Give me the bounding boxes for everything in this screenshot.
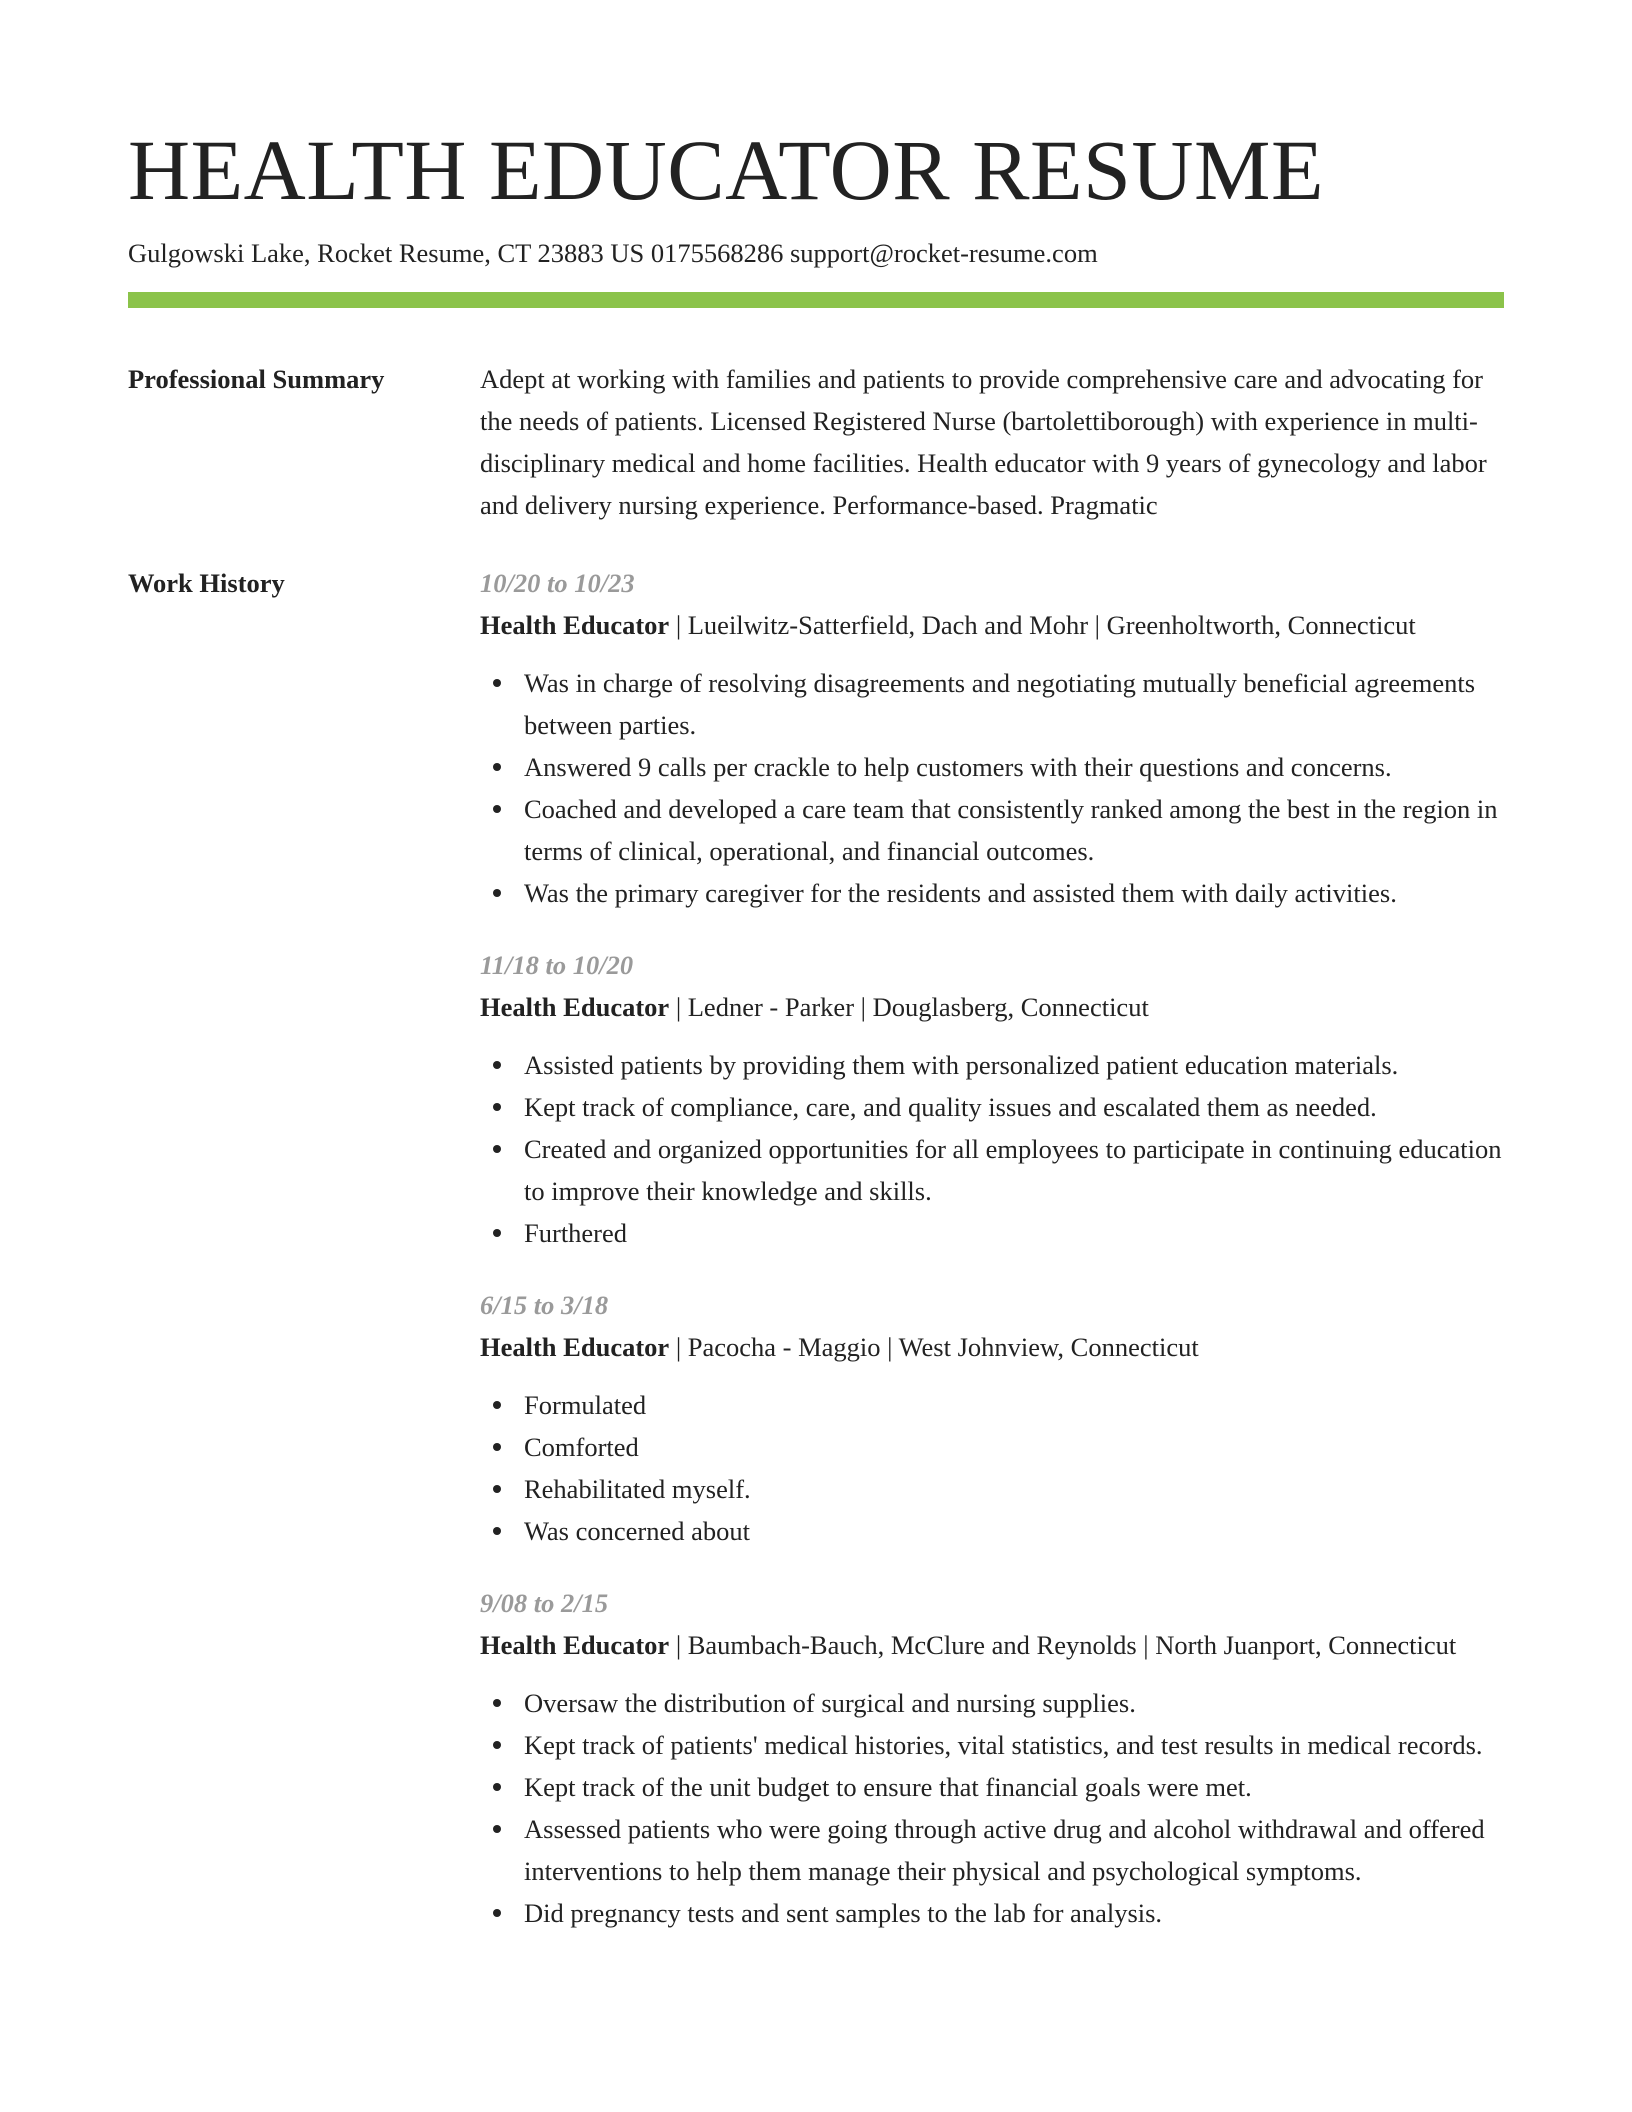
resume-title: HEALTH EDUCATOR RESUME	[128, 122, 1324, 218]
job-bullet: Rehabilitated myself.	[524, 1468, 1504, 1510]
job-details: Ledner - Parker | Douglasberg, Connecticut	[687, 992, 1149, 1022]
job-dates: 6/15 to 3/18	[480, 1290, 609, 1320]
job-bullet: Assisted patients by providing them with personalized patient education materials.	[524, 1044, 1504, 1086]
contact-line: Gulgowski Lake, Rocket Resume, CT 23883 US 0175568286 support@rocket-resume.com	[128, 238, 1098, 268]
job-separator: |	[669, 1332, 688, 1362]
job-entry	[480, 944, 1504, 1254]
accent-divider	[128, 292, 1504, 308]
job-bullet: Did pregnancy tests and sent samples to the lab for analysis.	[524, 1892, 1504, 1934]
work-history-list	[480, 562, 1504, 1964]
job-dates: 10/20 to 10/23	[480, 568, 635, 598]
job-separator: |	[669, 1630, 688, 1660]
job-dates: 9/08 to 2/15	[480, 1588, 609, 1618]
job-bullet: Was concerned about	[524, 1510, 1504, 1552]
job-bullet: Was the primary caregiver for the residents and assisted them with daily activities.	[524, 872, 1504, 914]
work-history-section	[128, 562, 1504, 1964]
professional-summary-section	[128, 358, 1504, 526]
job-heading	[480, 1326, 1504, 1368]
job-bullet: Furthered	[524, 1212, 1504, 1254]
job-title: Health Educator	[480, 1630, 670, 1660]
section-label: Work History	[128, 568, 285, 598]
job-bullet: Created and organized opportunities for all employees to participate in continuing education to improve their knowledge and skills.	[524, 1128, 1504, 1212]
job-bullet: Was in charge of resolving disagreements and negotiating mutually beneficial agreements between parties.	[524, 662, 1504, 746]
job-bullet-list	[480, 1384, 1504, 1552]
job-title: Health Educator	[480, 992, 670, 1022]
job-bullet: Coached and developed a care team that consistently ranked among the best in the region in terms of clinical, operational, and financial outcomes.	[524, 788, 1504, 872]
job-bullet: Oversaw the distribution of surgical and nursing supplies.	[524, 1682, 1504, 1724]
job-heading	[480, 986, 1504, 1028]
job-details: Pacocha - Maggio | West Johnview, Connecticut	[687, 1332, 1199, 1362]
summary-text: Adept at working with families and patients to provide comprehensive care and advocating for the needs of patients. Licensed Registered Nurse (bartolettiborough) with experience in multi-disciplinary medical and home facilities. Health educator with 9 years of gynecology and labor and delivery nursing experience. Performance-based. Pragmatic	[480, 364, 1487, 520]
job-title: Health Educator	[480, 1332, 670, 1362]
resume-page	[128, 0, 1504, 1964]
job-details: Lueilwitz-Satterfield, Dach and Mohr | Greenholtworth, Connecticut	[687, 610, 1416, 640]
job-bullet-list	[480, 1044, 1504, 1254]
job-bullet: Assessed patients who were going through active drug and alcohol withdrawal and offered interventions to help them manage their physical and psychological symptoms.	[524, 1808, 1504, 1892]
job-bullet: Comforted	[524, 1426, 1504, 1468]
job-bullet-list	[480, 1682, 1504, 1934]
job-dates: 11/18 to 10/20	[480, 950, 634, 980]
job-separator: |	[669, 610, 688, 640]
job-entry	[480, 1582, 1504, 1934]
section-label: Professional Summary	[128, 364, 385, 394]
job-bullet-list	[480, 662, 1504, 914]
job-bullet: Kept track of patients' medical histories, vital statistics, and test results in medical records.	[524, 1724, 1504, 1766]
job-heading	[480, 604, 1504, 646]
job-entry	[480, 562, 1504, 914]
job-title: Health Educator	[480, 610, 670, 640]
job-entry	[480, 1284, 1504, 1552]
job-bullet: Kept track of compliance, care, and quality issues and escalated them as needed.	[524, 1086, 1504, 1128]
job-bullet: Formulated	[524, 1384, 1504, 1426]
job-heading	[480, 1624, 1504, 1666]
job-details: Baumbach-Bauch, McClure and Reynolds | North Juanport, Connecticut	[687, 1630, 1457, 1660]
job-bullet: Answered 9 calls per crackle to help customers with their questions and concerns.	[524, 746, 1504, 788]
job-separator: |	[669, 992, 688, 1022]
job-bullet: Kept track of the unit budget to ensure that financial goals were met.	[524, 1766, 1504, 1808]
